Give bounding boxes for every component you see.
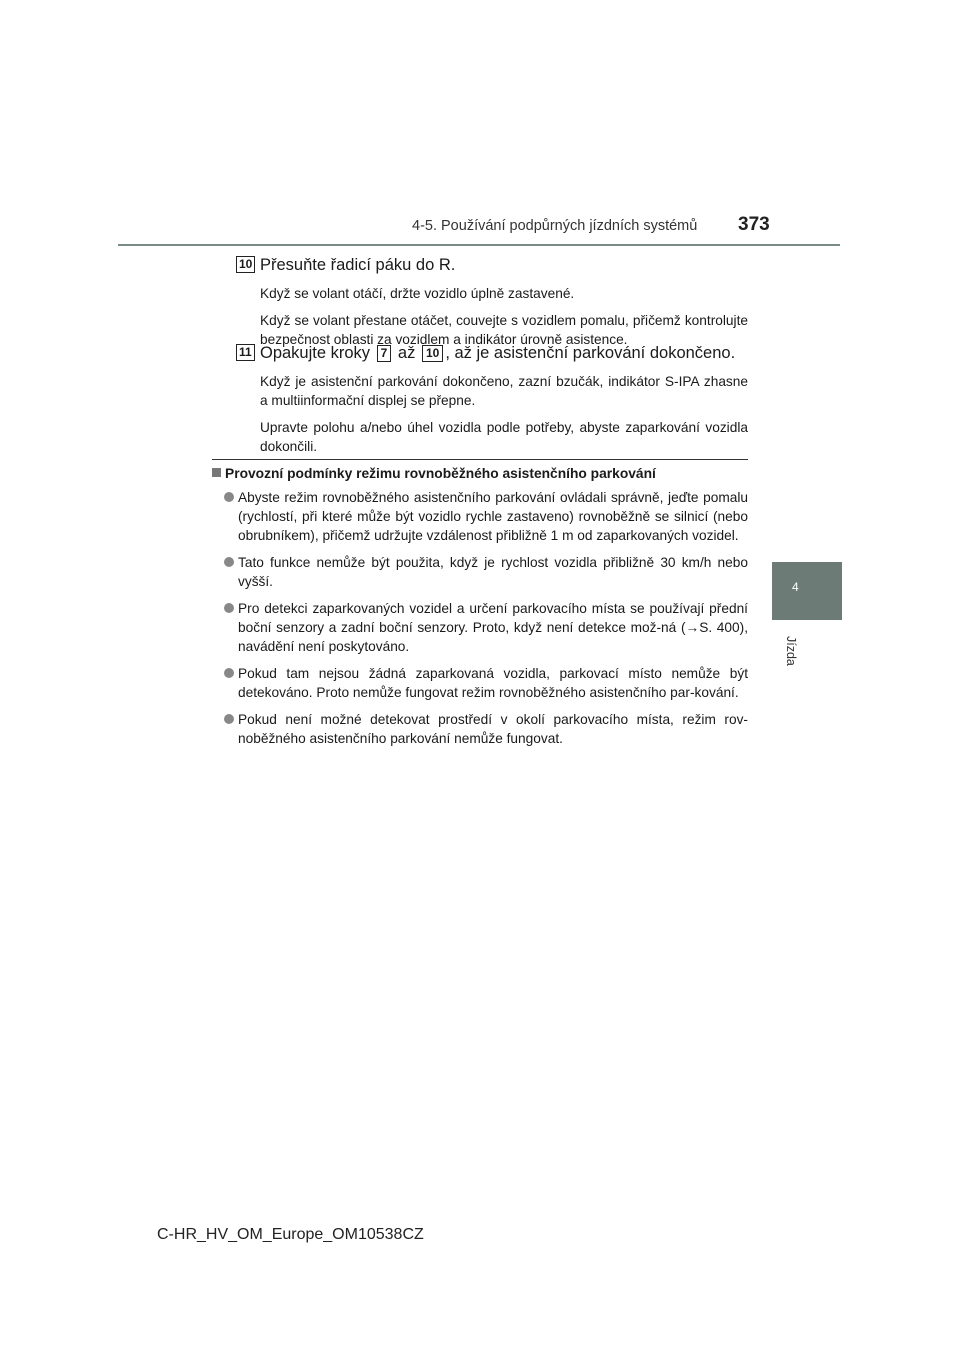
step-paragraph: Když se volant otáčí, držte vozidlo úplně zastavené. [260,286,575,301]
header-rule [118,244,840,246]
step-title: Přesuňte řadicí páku do R. [260,256,456,274]
page-number: 373 [738,214,770,235]
bullet-dot-icon [224,557,234,567]
list-item [224,553,748,591]
step-title [260,342,748,364]
list-item [224,488,748,545]
chapter-tab [772,562,842,620]
step-11 [236,342,748,456]
step-ref-box: 10 [422,345,443,362]
chapter-number: 4 [792,580,799,594]
bullet-dot-icon [224,714,234,724]
square-bullet-icon [212,468,221,477]
bullet-dot-icon [224,668,234,678]
bullet-dot-icon [224,492,234,502]
bullet-text: Pro detekci zaparkovaných vozidel a určení parkovacího místa se používají přední boční senzory a zadní boční senzory. Proto, když není detekce mož-ná (→S. 400), navádění není poskytováno. [238,601,748,654]
section-heading [212,466,656,481]
section-heading-text: Provozní podmínky režimu rovnoběžného asistenčního parkování [225,466,656,481]
list-item [224,599,748,656]
bullet-list [224,488,748,756]
step-title-text: Opakujte kroky [260,344,371,362]
step-10 [236,254,748,349]
step-title-text: , až je asistenční parkování dokončeno. [445,344,736,362]
step-number-box: 11 [236,344,255,361]
step-number-box: 10 [236,256,255,273]
step-paragraph: Když je asistenční parkování dokončeno, zazní bzučák, indikátor S-IPA zhasne a multiinformační displej se přepne. [260,374,748,408]
footer-document-code: C-HR_HV_OM_Europe_OM10538CZ [157,1226,424,1243]
step-paragraph: Upravte polohu a/nebo úhel vozidla podle potřeby, abyste zaparkování vozidla dokončili. [260,420,748,454]
bullet-text: Tato funkce nemůže být použita, když je rychlost vozidla přibližně 30 km/h nebo vyšší. [238,555,748,589]
bullet-dot-icon [224,603,234,613]
list-item [224,710,748,748]
bullet-text: Pokud není možné detekovat prostředí v okolí parkovacího místa, režim rov-noběžného asistenčního parkování nemůže fungovat. [238,712,748,746]
header-section-title: 4-5. Používání podpůrných jízdních systémů [412,218,698,234]
bullet-text: Pokud tam nejsou žádná zaparkovaná vozidla, parkovací místo nemůže být detekováno. Proto nemůže fungovat režim rovnoběžného asistenčního par-kování. [238,666,748,700]
step-title-text: až [397,344,416,362]
chapter-label: Jízda [784,636,798,666]
bullet-text: Abyste režim rovnoběžného asistenčního parkování ovládali správně, jeďte pomalu (rychlostí, při které může být vozidlo rychle zastaveno) rovnoběžně se silnicí (nebo obrubníkem), přičemž udržujte vzdálenost přibližně 1 m od zaparkovaných vozidel. [238,490,748,543]
section-rule [212,459,748,460]
list-item [224,664,748,702]
step-ref-box: 7 [377,345,392,362]
step-paragraph: Když se volant přestane otáčet, couvejte s vozidlem pomalu, přičemž kontrolujte bezpečnost oblasti za vozidlem a indikátor úrovně asistence. [260,313,748,347]
